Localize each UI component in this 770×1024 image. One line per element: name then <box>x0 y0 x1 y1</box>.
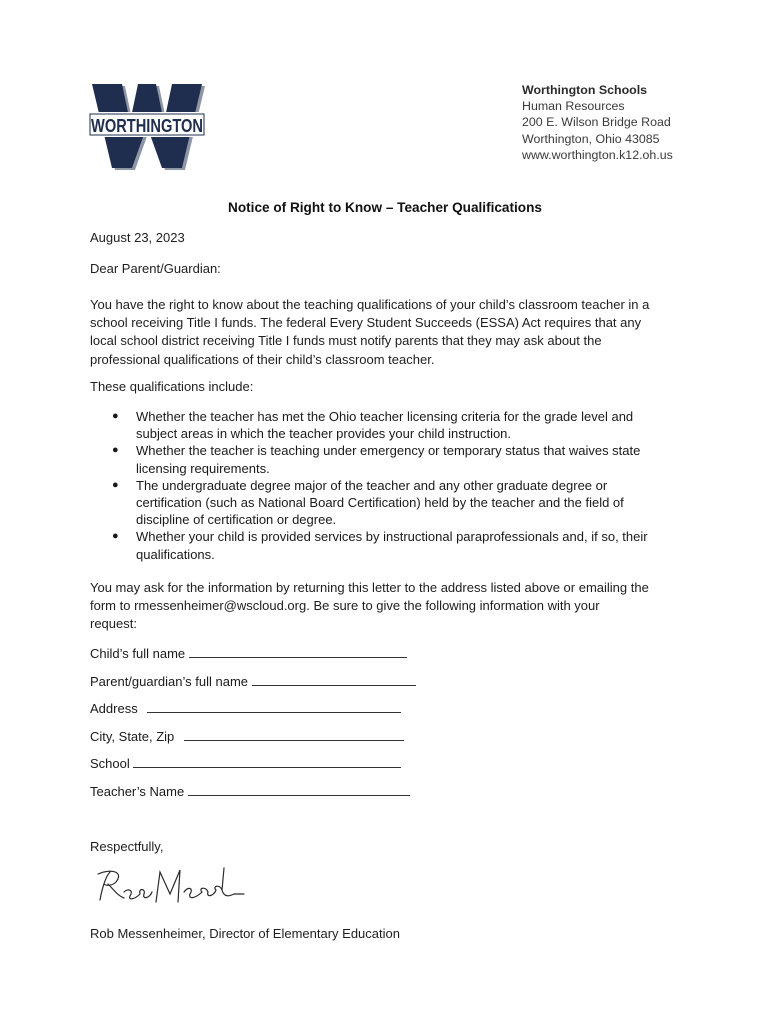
list-item-line: The undergraduate degree major of the teacher and any other graduate degree or <box>136 477 608 493</box>
list-item-line: certification (such as National Board Certification) held by the teacher and the field of <box>136 495 624 511</box>
qualifications-list <box>112 408 682 563</box>
org-website[interactable]: www.worthington.k12.oh.us <box>522 147 673 162</box>
signature-image <box>94 864 246 914</box>
list-item-line: discipline of certification or degree. <box>136 512 337 528</box>
field-label: Teacher’s Name <box>90 784 185 799</box>
field-label: Parent/guardian’s full name <box>90 674 249 689</box>
list-item-line: qualifications. <box>136 546 215 562</box>
city-state-zip-field[interactable] <box>90 728 404 746</box>
signer-name: Rob Messenheimer, Director of Elementary Education <box>90 926 400 941</box>
closing: Respectfully, <box>90 839 164 854</box>
intro-paragraph <box>90 296 690 369</box>
signature-stroke <box>98 871 152 900</box>
school-field[interactable] <box>90 755 401 773</box>
address-field[interactable] <box>90 700 401 718</box>
bullet-icon: ● <box>112 410 119 422</box>
salutation: Dear Parent/Guardian: <box>90 261 221 276</box>
request-line: You may ask for the information by returning this letter to the address listed above or emailing the <box>90 580 649 595</box>
request-line: request: <box>90 616 137 632</box>
org-name: Worthington Schools <box>522 83 648 97</box>
request-line: form to rmessenheimer@wscloud.org. Be sure to give the following information with your <box>90 598 600 614</box>
intro-line: You have the right to know about the teaching qualifications of your child’s classroom teacher in a <box>90 297 650 312</box>
list-item-line: subject areas in which the teacher provides your child instruction. <box>136 426 512 442</box>
list-item <box>112 528 682 562</box>
letter-date: August 23, 2023 <box>90 230 185 245</box>
field-label: Child’s full name <box>90 646 186 661</box>
list-item <box>112 477 682 529</box>
intro-line: professional qualifications of their child’s classroom teacher. <box>90 351 435 367</box>
org-street: 200 E. Wilson Bridge Road <box>522 115 671 130</box>
parent-name-field[interactable] <box>90 673 416 691</box>
list-item-line: licensing requirements. <box>136 460 270 476</box>
org-department: Human Resources <box>522 99 625 114</box>
field-label: City, State, Zip <box>90 729 175 744</box>
signature-stroke <box>156 868 244 902</box>
field-line[interactable] <box>189 645 407 658</box>
logo-wordmark: WORTHINGTON <box>91 115 203 136</box>
field-line[interactable] <box>188 783 410 796</box>
intro-line: local school district receiving Title I funds must notify parents that they may ask about the <box>90 333 602 349</box>
field-label: Address <box>90 701 138 716</box>
field-label: School <box>90 756 130 771</box>
document-title: Notice of Right to Know – Teacher Qualifications <box>228 200 542 215</box>
worthington-logo <box>88 82 206 168</box>
field-line[interactable] <box>252 673 416 686</box>
bullet-icon: ● <box>112 478 119 491</box>
request-paragraph <box>90 579 690 634</box>
field-line[interactable] <box>133 755 401 768</box>
teacher-name-field[interactable] <box>90 783 410 801</box>
list-intro: These qualifications include: <box>90 379 254 394</box>
list-item-line: Whether the teacher is teaching under emergency or temporary status that waives state <box>136 443 641 459</box>
field-line[interactable] <box>147 700 401 713</box>
bullet-icon: ● <box>112 530 119 543</box>
list-item-line: Whether your child is provided services by instructional paraprofessionals and, if so, their <box>136 529 648 545</box>
list-item <box>112 442 682 476</box>
list-item <box>112 408 682 442</box>
org-address-block <box>522 82 673 163</box>
bullet-icon: ● <box>112 444 119 457</box>
childs-name-field[interactable] <box>90 645 407 663</box>
org-city: Worthington, Ohio 43085 <box>522 131 660 146</box>
field-line[interactable] <box>184 728 404 741</box>
list-item-line: Whether the teacher has met the Ohio teacher licensing criteria for the grade level and <box>136 409 634 424</box>
intro-line: school receiving Title I funds. The federal Every Student Succeeds (ESSA) Act requires that any <box>90 315 642 331</box>
